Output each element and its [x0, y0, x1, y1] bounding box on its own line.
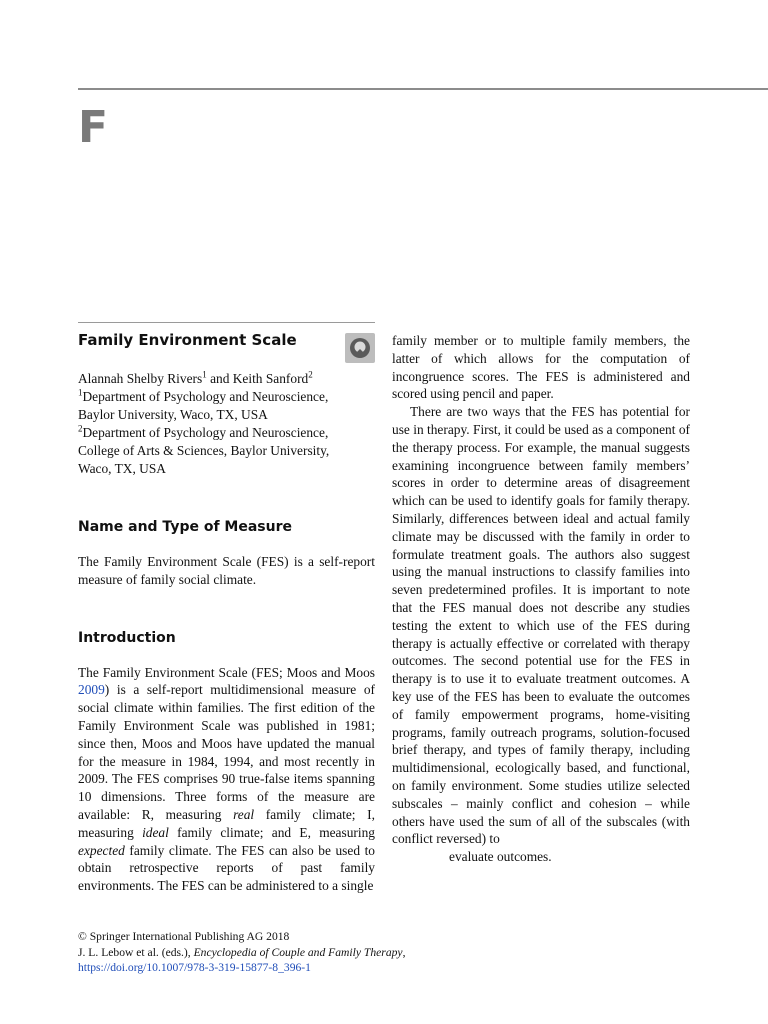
section-heading-introduction: Introduction — [78, 629, 176, 646]
affiliation-text: Department of Psychology and Neuroscience, — [82, 389, 329, 404]
text-run: family climate; I, measuring — [78, 806, 375, 840]
citation-link[interactable]: 2009 — [78, 682, 105, 698]
italic-term: ideal — [142, 824, 169, 840]
affiliation-sup: 1 — [78, 387, 83, 398]
author-sup: 2 — [308, 369, 313, 380]
section-letter: F — [78, 102, 109, 153]
affiliation-sup: 2 — [78, 423, 83, 434]
affiliation-line: Waco, TX, USA — [78, 461, 166, 476]
text-run: J. L. Lebow et al. (eds.), — [78, 945, 194, 959]
affiliation-line — [78, 388, 375, 406]
author-sup: 1 — [202, 369, 207, 380]
author-name: Keith Sanford — [232, 371, 309, 386]
text-run: , — [402, 945, 406, 959]
text-run: The Family Environment Scale (FES; Moos and Moos — [78, 664, 375, 680]
citation-line — [78, 945, 678, 961]
entry-rule — [78, 322, 375, 323]
copyright-line: © Springer International Publishing AG 2018 — [78, 930, 290, 943]
top-rule — [78, 88, 768, 90]
entry-title: Family Environment Scale — [78, 331, 297, 349]
crossmark-button[interactable] — [345, 333, 375, 363]
author-conjunction: and — [206, 371, 233, 386]
author-block — [78, 370, 375, 478]
left-column — [78, 322, 375, 895]
text-run: family climate. The FES can also be used to obtain retrospective reports of past family environments. The FES can be administered to a single — [78, 842, 375, 894]
affiliation-line — [78, 424, 375, 442]
author-name: Alannah Shelby Rivers — [78, 371, 203, 386]
right-paragraph-2-last-line: evaluate outcomes. — [449, 849, 552, 865]
text-run: ) is a self-report multidimensional measure of social climate within families. The first edition of the Family Environment Scale was published in 1981; since then, Moos and Moos have updated the manual for the measure in 1984, 1994, and most recently in 2009. The FES comprises 90 true-false items spanning 10 dimensions. Three forms of the measure are available: R, measuring — [78, 682, 375, 822]
author-line — [78, 370, 375, 388]
doi-link[interactable]: https://doi.org/10.1007/978-3-319-15877-8_396-1 — [78, 961, 311, 974]
book-title: Encyclopedia of Couple and Family Therapy — [193, 945, 403, 959]
italic-term: real — [233, 806, 255, 822]
footer — [78, 929, 678, 976]
text-run: family climate; and E, measuring — [168, 824, 375, 840]
right-column — [392, 332, 690, 866]
crossmark-icon — [349, 337, 371, 359]
introduction-paragraph — [78, 664, 375, 895]
italic-term: expected — [78, 842, 125, 858]
affiliation-line: Baylor University, Waco, TX, USA — [78, 407, 268, 422]
affiliation-text: Department of Psychology and Neuroscience, — [82, 425, 329, 440]
affiliation-line: College of Arts & Sciences, Baylor University, — [78, 443, 330, 458]
right-paragraph-1: family member or to multiple family members, the latter of which allows for the computation of incongruence scores. The FES is administered and scored using pencil and paper. — [392, 333, 690, 402]
section-heading-name-type: Name and Type of Measure — [78, 519, 292, 535]
name-type-paragraph: The Family Environment Scale (FES) is a self-report measure of family social climate. — [78, 554, 375, 587]
right-paragraph-2: There are two ways that the FES has potential for use in therapy. First, it could be used as a component of the therapy process. For example, the manual suggests examining incongruence between family members’ scores in order to determine areas of disagreement which can be used to identify goals for family therapy. Similarly, differences between ideal and actual family climate may be discussed with the family in order to formulate treatment goals. The authors also suggest using the manual instructions to classify families into seven predetermined profiles. It is important to note that the FES manual does not describe any studies testing the extent to which use of the FES during therapy is actually effective or correlated with therapy outcomes. The second potential use for the FES in therapy is to use it to evaluate treatment outcomes. A key use of the FES has been to evaluate the outcomes of family empowerment programs, home-visiting programs, family outreach programs, solution-focused brief therapy, and types of family therapy, including multidimensional, ecologically based, and functional, on family environment. Some studies utilize selected subscales – mainly conflict and cohesion – while others have used the sum of all of the subscales (with conflict reversed) to — [392, 404, 690, 847]
